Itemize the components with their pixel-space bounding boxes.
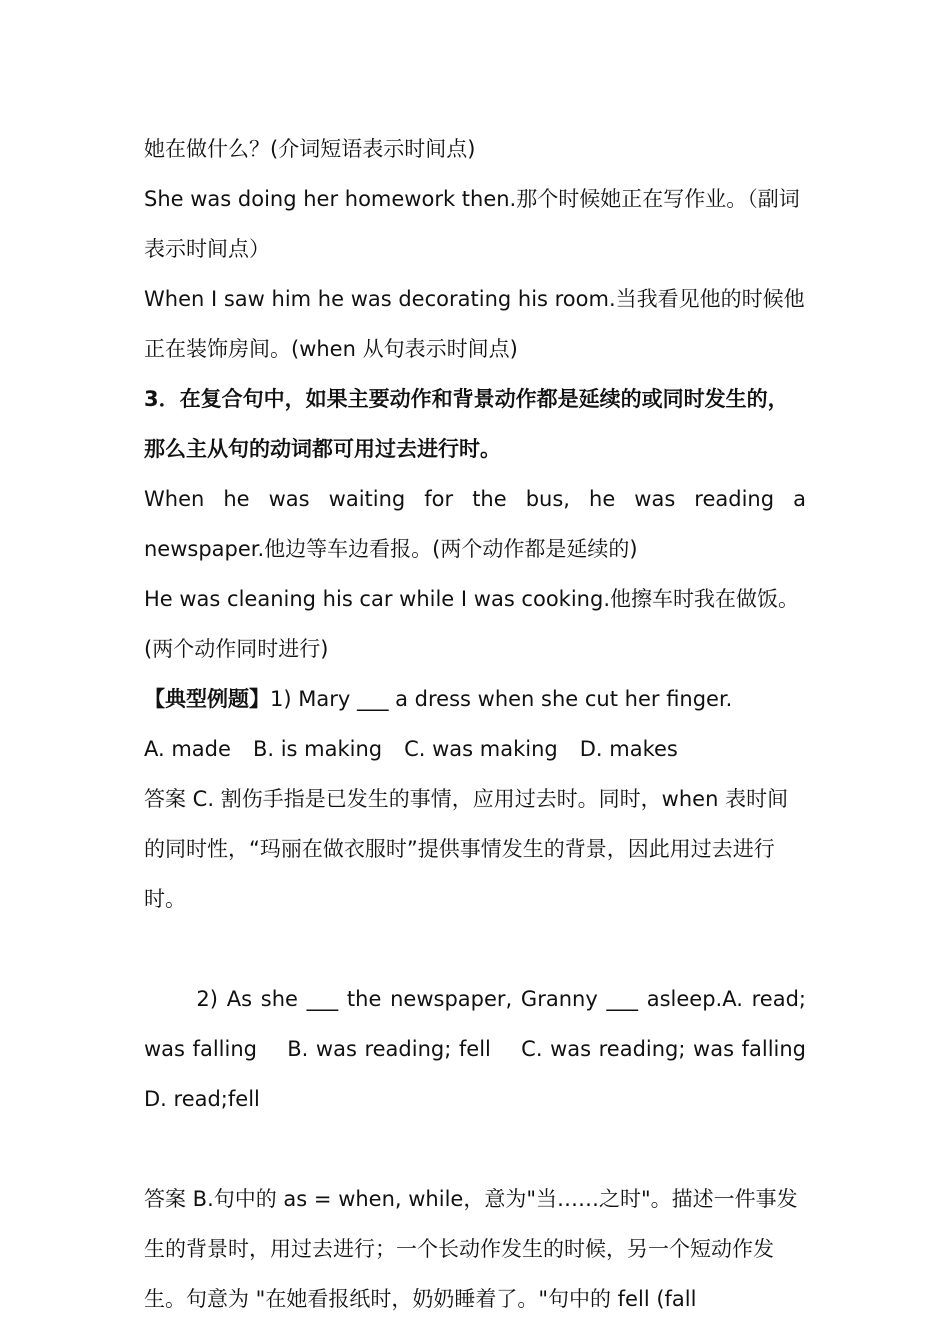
paragraph-1 bbox=[144, 124, 806, 174]
paragraph-5-text: When he was waiting for the bus, he was reading a newspaper.他边等车边看报。(两个动作都是延续的) bbox=[144, 487, 806, 561]
section-heading-3 bbox=[144, 374, 806, 474]
option-b: B. is making bbox=[252, 737, 383, 761]
document-body bbox=[144, 124, 833, 1324]
section-heading-3-text: 3．在复合句中，如果主要动作和背景动作都是延续的或同时发生的，那么主从句的动词都可用过去进行时。 bbox=[144, 387, 789, 461]
answer-1-text: 答案 C. 割伤手指是已发生的事情，应用过去时。同时，when 表时间的同时性，“玛丽在做衣服时”提供事情发生的背景，因此用过去进行时。 bbox=[144, 787, 789, 911]
paragraph-5 bbox=[144, 474, 806, 574]
example-label: 【典型例题】 bbox=[144, 687, 270, 711]
paragraph-1-text: 她在做什么？(介词短语表示时间点) bbox=[144, 137, 476, 161]
option-c: C. was making bbox=[404, 737, 558, 761]
example-question-1-text: 1) Mary ___ a dress when she cut her finger. bbox=[270, 687, 733, 711]
paragraph-2 bbox=[144, 174, 806, 274]
example-question-2 bbox=[144, 924, 833, 1174]
option-a: A. made bbox=[144, 737, 231, 761]
answer-1 bbox=[144, 774, 806, 924]
example-question-1 bbox=[144, 674, 806, 724]
example-question-2-text: 2) As she ___ the newspaper, Granny ___ asleep.A. read; was falling B. was reading; fell C. was reading; was falling D. read;fell bbox=[144, 987, 833, 1111]
paragraph-6 bbox=[144, 574, 806, 674]
paragraph-3 bbox=[144, 274, 806, 374]
paragraph-6-text: He was cleaning his car while I was cooking.他擦车时我在做饭。(两个动作同时进行) bbox=[144, 587, 799, 661]
answer-2-text: 答案 B.句中的 as = when, while，意为"当……之时"。描述一件事发生的背景时，用过去进行；一个长动作发生的时候，另一个短动作发生。句意为 "在她看报纸时，奶奶睡着了。"句中的 fell (fall bbox=[144, 1187, 798, 1311]
paragraph-2-text: She was doing her homework then.那个时候她正在写作业。（副词表示时间点） bbox=[144, 187, 800, 261]
answer-2 bbox=[144, 1174, 806, 1324]
option-d: D. makes bbox=[579, 737, 678, 761]
paragraph-3-text: When I saw him he was decorating his room.当我看见他的时候他正在装饰房间。(when 从句表示时间点) bbox=[144, 287, 805, 361]
example-question-1-options bbox=[144, 724, 806, 774]
